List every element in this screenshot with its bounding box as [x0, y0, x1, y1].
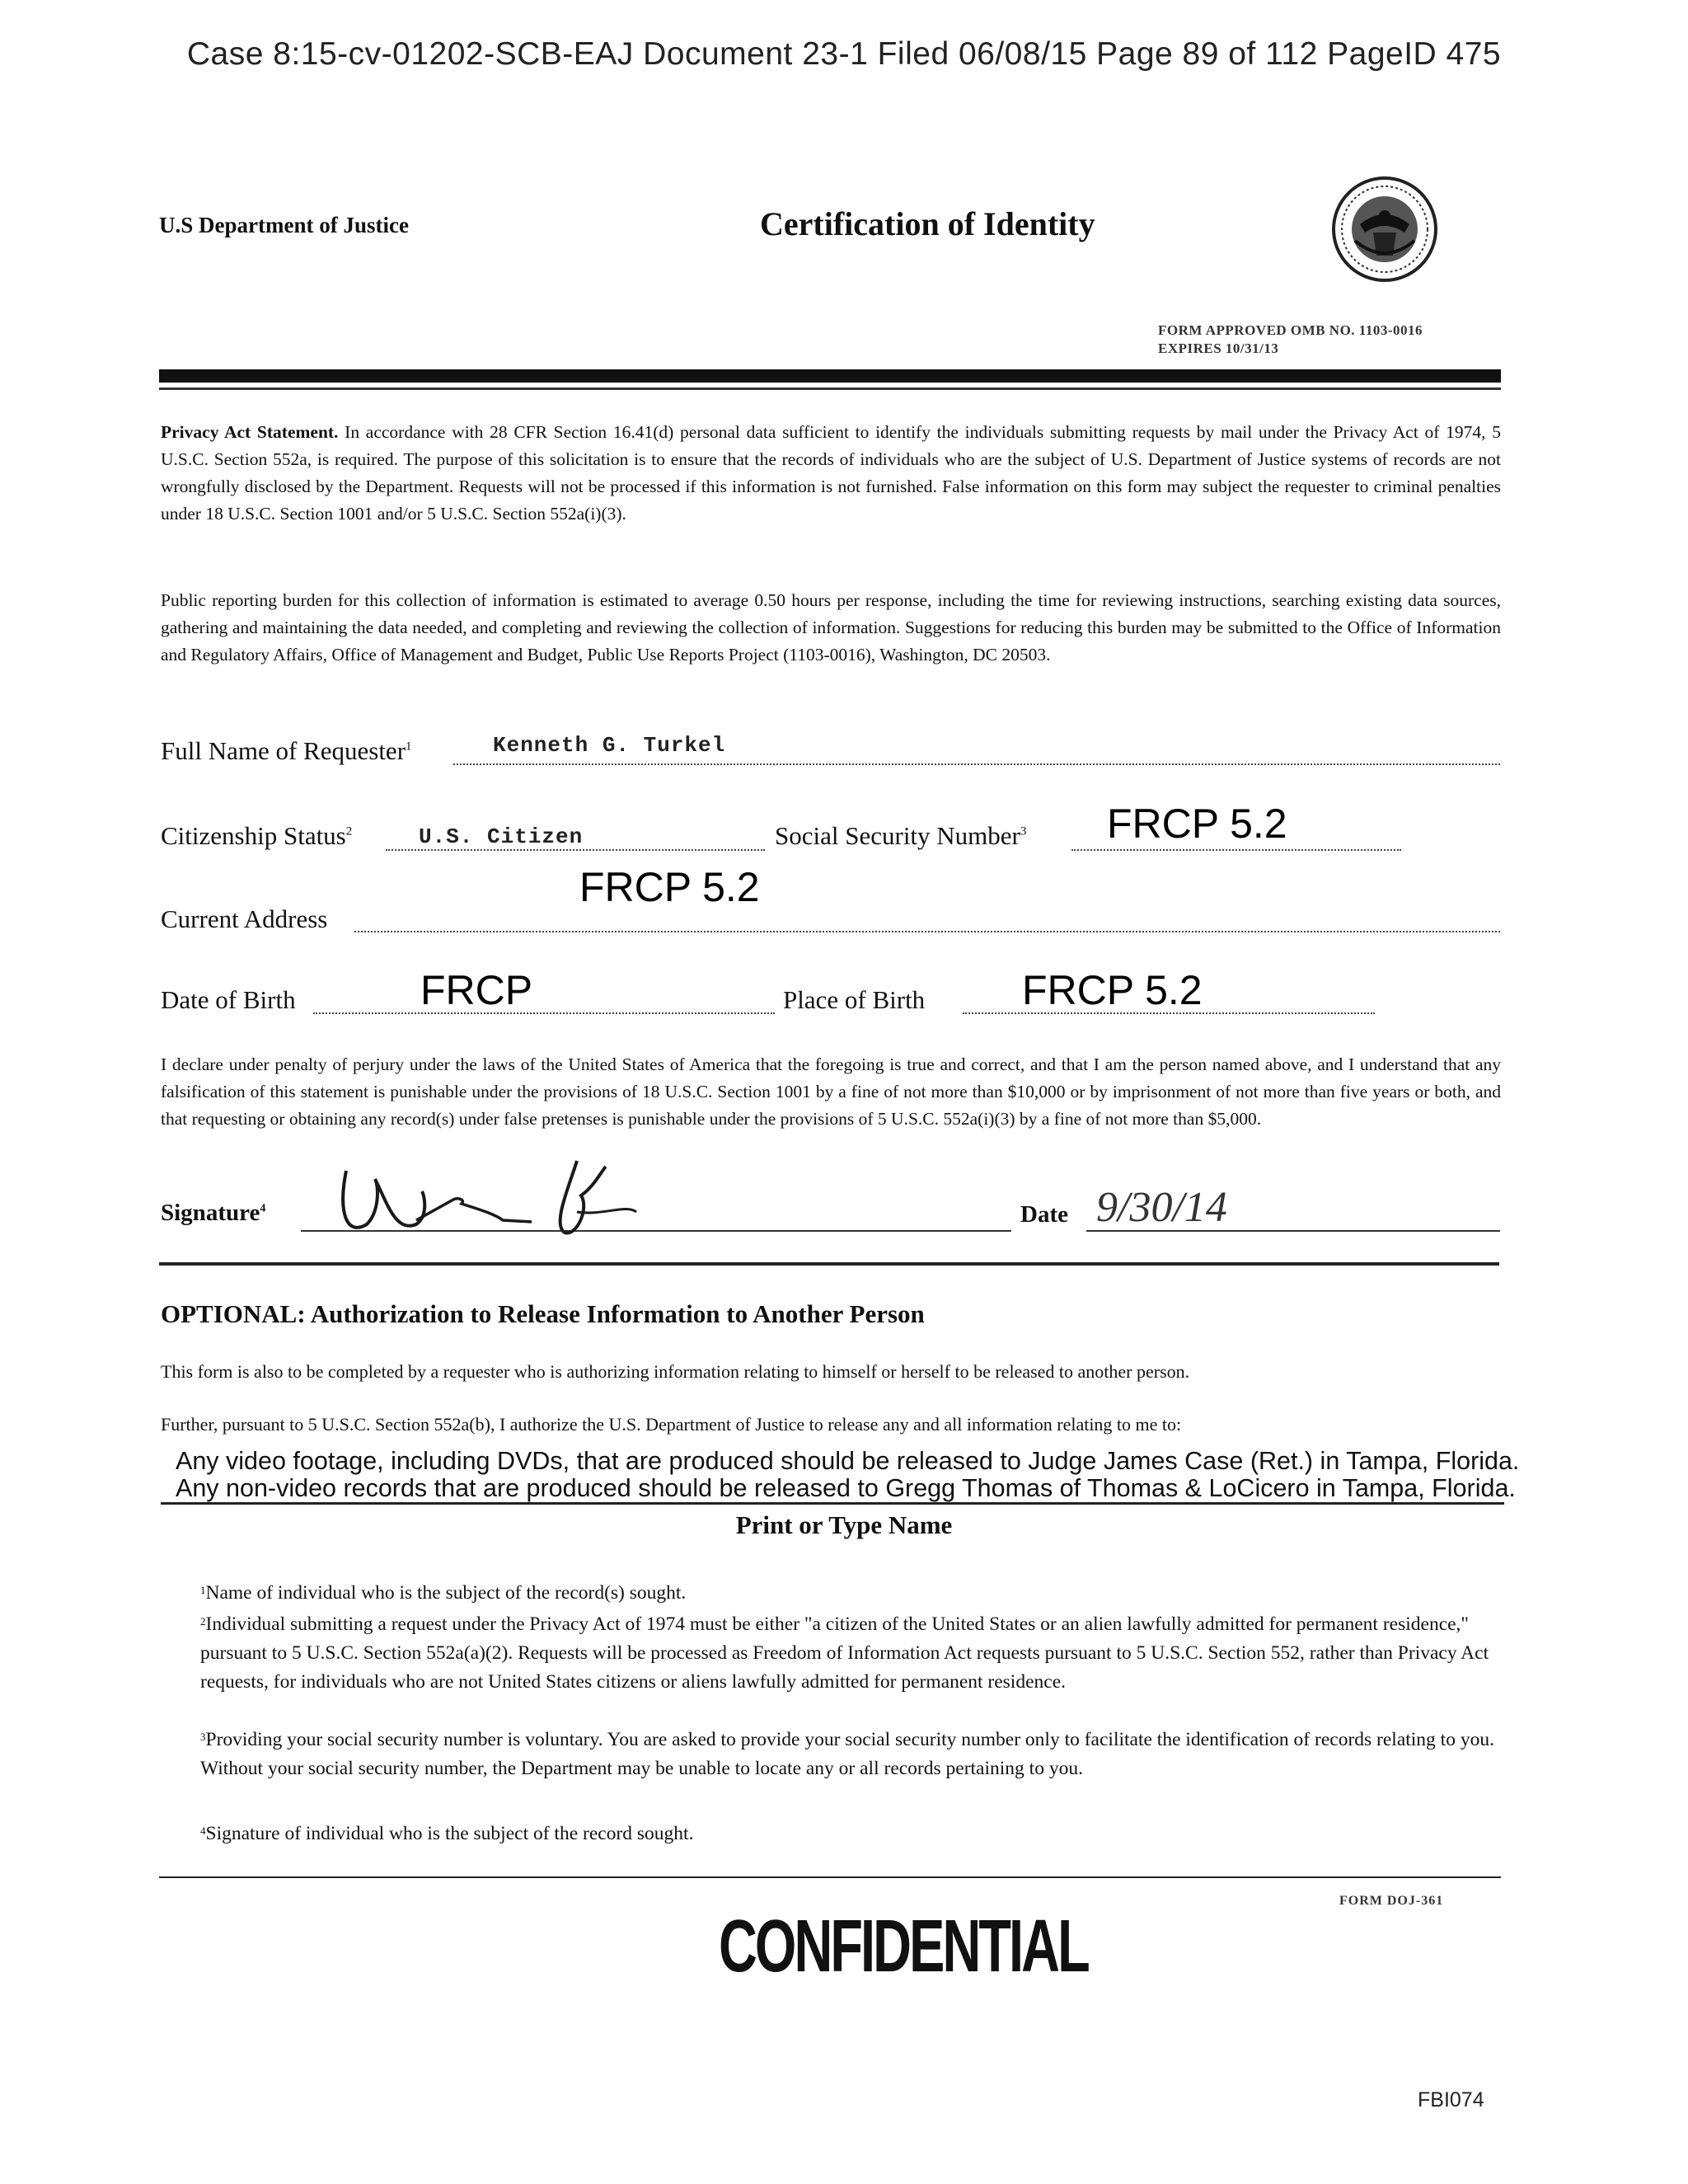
signature-date: 9/30/14 — [1096, 1184, 1227, 1231]
privacy-act-text: In accordance with 28 CFR Section 16.41(d) personal data sufficient to identify the individuals submitting requests by mail under the Privacy Act of 1974, 5 U.S.C. Section 552a, is required. The purpose of this solicitation is to ensure that the records of individuals who are the subject of U.S. Department of Justice systems of records are not wrongfully disclosed by the Department. Requests will not be processed if this information is not furnished. False information on this form may subject the requester to criminal penalties under 18 U.S.C. Section 1001 and/or 5 U.S.C. Section 552a(i)(3). — [161, 422, 1502, 524]
confidential-stamp: CONFIDENTIAL — [719, 1905, 1088, 1988]
full-name-line — [453, 763, 1500, 765]
optional-authorization-title: OPTIONAL: Authorization to Release Information to Another Person — [161, 1299, 925, 1328]
signature-label: Signature$^4$ — [161, 1200, 266, 1226]
footnote-1: $^1$Name of individual who is the subject of the record(s) sought. — [200, 1582, 687, 1604]
date-label: Date — [1020, 1201, 1068, 1228]
footer-divider — [159, 1876, 1501, 1878]
footnote-ref: 1 — [406, 740, 412, 754]
footnote-ref: 4 — [260, 1202, 266, 1215]
release-authorization-text: Further, pursuant to 5 U.S.C. Section 552a(b), I authorize the U.S. Department of Justice to release any and all information relating to me to: — [161, 1414, 1182, 1435]
release-instruction-video: Any video footage, including DVDs, that are produced should be released to Judge James Case (Ret.) in Tampa, Florida. — [176, 1447, 1520, 1475]
public-burden-statement: Public reporting burden for this collection of information is estimated to average 0.50 hours per response, including the time for reviewing instructions, searching existing data sources, gathering and maintaining the data needed, and completing and reviewing the collection of information. Suggestions for reducing this burden may be submitted to the Office of Information and Regulatory Affairs, Office of Management and Budget, Public Use Reports Project (1103-0016), Washington, DC 20503. — [161, 590, 1501, 665]
current-address-label: Current Address — [161, 904, 328, 933]
footnote-3: $^3$Providing your social security number is voluntary. You are asked to provide your social security number only to facilitate the identification of records relating to you. Without your social security number, the Department may be unable to locate any or all records pertaining to you. — [200, 1729, 1494, 1779]
dob-line — [313, 1012, 775, 1014]
privacy-act-lead: Privacy Act Statement. — [161, 422, 339, 442]
citizenship-label: Citizenship Status$^2$ — [161, 821, 353, 850]
release-instruction-records: Any non-video records that are produced should be released to Gregg Thomas of Thomas & LoCicero in Tampa, Florida. — [176, 1474, 1516, 1502]
citizenship-value: U.S. Citizen — [419, 824, 584, 849]
ssn-label: Social Security Number$^3$ — [775, 821, 1027, 850]
dob-label: Date of Birth — [161, 985, 296, 1014]
header-rule — [159, 369, 1501, 383]
print-name-caption: Print or Type Name — [735, 1510, 953, 1539]
case-header: Case 8:15-cv-01202-SCB-EAJ Document 23-1 Filed 06/08/15 Page 89 of 112 PageID 475 — [186, 36, 1502, 72]
footnote-ref: 2 — [345, 824, 353, 838]
bates-number: FBI074 — [1418, 2088, 1484, 2111]
optional-instructions: This form is also to be completed by a requester who is authorizing information relating to himself or herself to be released to another person. — [161, 1361, 1190, 1382]
full-name-value: Kenneth G. Turkel — [493, 733, 726, 758]
form-title: Certification of Identity — [760, 205, 1095, 242]
pob-label: Place of Birth — [783, 985, 926, 1014]
pob-redaction: FRCP 5.2 — [1022, 967, 1203, 1013]
omb-expiration: EXPIRES 10/31/13 — [1158, 341, 1279, 356]
omb-number: FORM APPROVED OMB NO. 1103-0016 — [1158, 322, 1423, 338]
footnote-2: $^2$Individual submitting a request under the Privacy Act of 1974 must be either "a citizen of the United States or an alien lawfully admitted for permanent residence," pursuant to 5 U.S.C. Section 552a(a)(2). Requests will be processed as Freedom of Information Act requests pursuant to 5 U.S.C. Section 552, rather than Privacy Act requests, for individuals who are not United States citizens or aliens lawfully admitted for permanent residence. — [200, 1613, 1489, 1693]
omb-approval — [1158, 322, 1423, 358]
doj-seal-icon — [1330, 175, 1439, 284]
address-redaction: FRCP 5.2 — [579, 864, 760, 910]
full-name-label: Full Name of Requester$^1$ — [161, 736, 412, 765]
footnote-ref: 3 — [1020, 824, 1027, 838]
perjury-declaration: I declare under penalty of perjury under the laws of the United States of America that the foregoing is true and correct, and that I am the person named above, and I understand that any falsification of this statement is punishable under the provisions of 18 U.S.C. Section 1001 by a fine of not more than $10,000 or by imprisonment of not more than five years or both, and that requesting or obtaining any record(s) under false pretenses is punishable under the provisions of 5 U.S.C. 552a(i)(3) by a fine of not more than $5,000. — [161, 1054, 1501, 1129]
header-rule-thin — [159, 387, 1501, 390]
privacy-act-statement — [161, 419, 1501, 528]
handwritten-signature — [330, 1154, 659, 1245]
footnote-4: $^4$Signature of individual who is the subject of the record sought. — [200, 1823, 694, 1844]
agency-name: U.S Department of Justice — [159, 213, 409, 237]
section-divider — [159, 1262, 1499, 1266]
ssn-line — [1071, 849, 1401, 851]
ssn-redaction: FRCP 5.2 — [1107, 801, 1287, 847]
dob-redaction: FRCP — [420, 967, 533, 1013]
current-address-line — [354, 931, 1500, 932]
release-name-line — [161, 1502, 1504, 1505]
form-number: FORM DOJ-361 — [1339, 1894, 1444, 1908]
citizenship-line — [386, 849, 765, 851]
